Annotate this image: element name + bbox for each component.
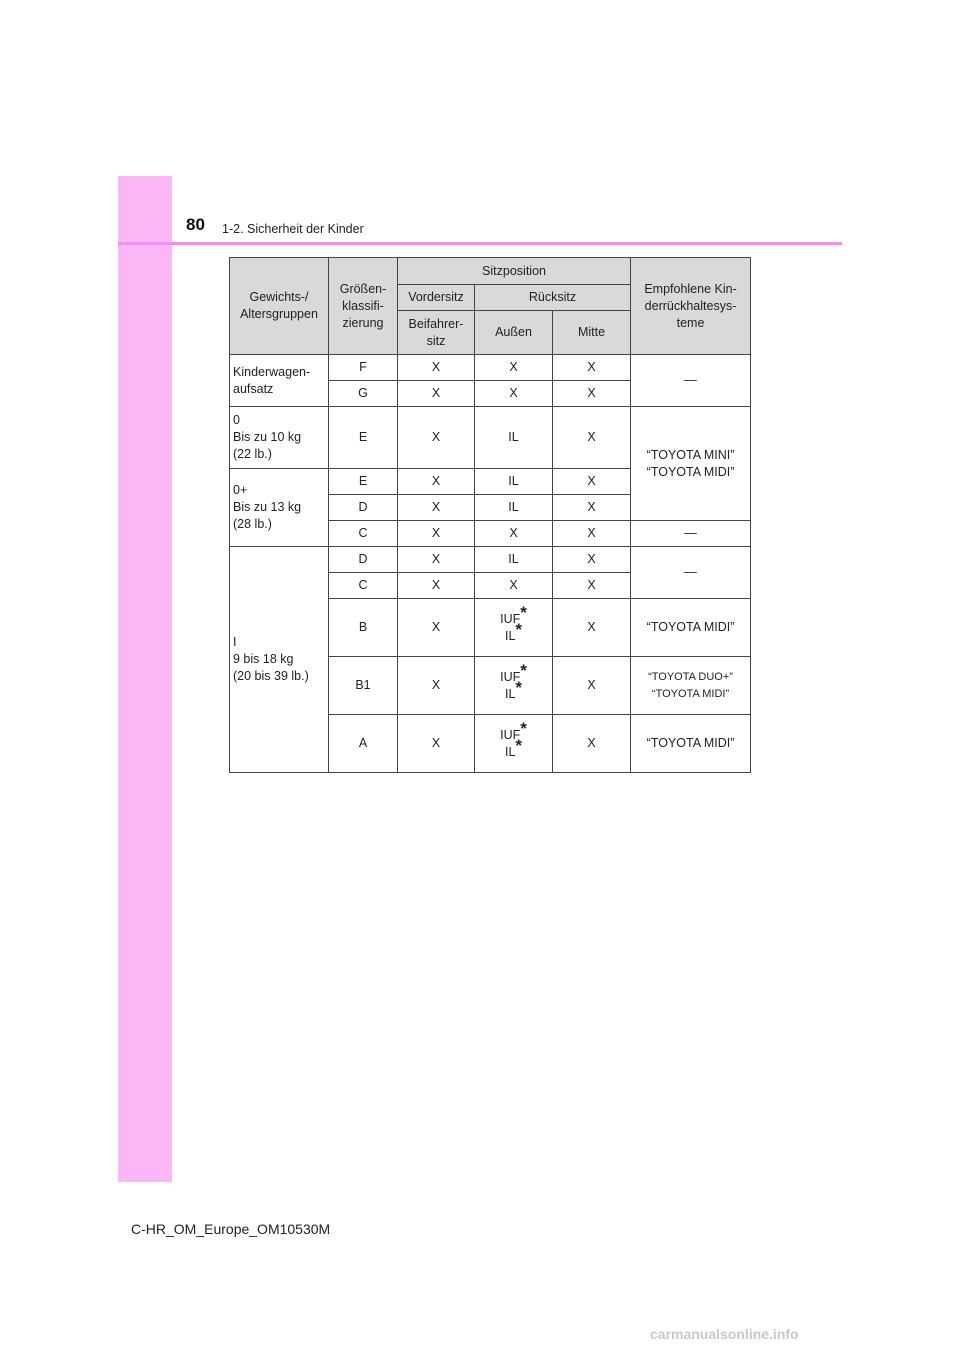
header-rule [118, 242, 842, 245]
table-cell: X [398, 657, 475, 715]
table-cell: X [553, 521, 631, 547]
il-label: IL [504, 686, 516, 701]
table-cell: X [398, 547, 475, 573]
asterisk-mark: * [515, 735, 523, 755]
header-outer: Außen [475, 311, 553, 355]
section-title: 1-2. Sicherheit der Kinder [222, 222, 364, 236]
table-cell: X [553, 599, 631, 657]
header-passenger: Beifahrer- sitz [398, 311, 475, 355]
iuf-label: IUF [500, 611, 521, 626]
table-cell: D [329, 547, 398, 573]
table-cell: X [398, 715, 475, 773]
recommendation-cell: — [631, 521, 751, 547]
asterisk-mark: * [520, 718, 527, 738]
group-weight: 9 bis 18 kg [233, 652, 294, 666]
group-label: 0 [233, 413, 240, 427]
footer-doc-code: C-HR_OM_Europe_OM10530M [131, 1221, 331, 1237]
table-cell: X [398, 381, 475, 407]
group-weight-lb: (22 lb.) [233, 447, 272, 461]
page-number: 80 [186, 215, 205, 234]
recommendation-duo: “TOYOTA DUO+” [648, 670, 733, 683]
header-size: Größen- klassifi- zierung [329, 258, 398, 355]
table-cell: A [329, 715, 398, 773]
asterisk-mark: * [520, 660, 527, 680]
table-cell: F [329, 355, 398, 381]
table-cell [475, 715, 553, 773]
table-cell: X [553, 547, 631, 573]
table-cell: X [398, 495, 475, 521]
table-cell: X [398, 407, 475, 469]
table-row [230, 547, 751, 573]
asterisk-mark: * [520, 602, 527, 622]
group-cell: Kinderwagen- aufsatz [230, 355, 329, 407]
table-row [230, 355, 751, 381]
table-cell: B1 [329, 657, 398, 715]
table-cell: X [553, 469, 631, 495]
header-recommended: Empfohlene Kin- derrückhaltesys- teme [631, 258, 751, 355]
asterisk-mark: * [515, 677, 523, 697]
recommendation-cell: — [631, 355, 751, 407]
table-cell [475, 599, 553, 657]
recommendation-mini: “TOYOTA MINI” [646, 447, 735, 462]
header-rear: Rücksitz [475, 285, 631, 311]
recommendation-cell [631, 407, 751, 521]
group-label: 0+ [233, 483, 248, 497]
table-cell: X [398, 469, 475, 495]
table-cell: C [329, 521, 398, 547]
table-cell: X [398, 521, 475, 547]
header-position: Sitzposition [398, 258, 631, 285]
recommendation-cell: — [631, 547, 751, 599]
table-cell: IL [475, 407, 553, 469]
group-weight-lb: (28 lb.) [233, 517, 272, 531]
table-cell: X [553, 495, 631, 521]
header-middle: Mitte [553, 311, 631, 355]
table-cell: X [553, 573, 631, 599]
group-label: I [233, 635, 237, 649]
table-cell: IL [475, 469, 553, 495]
table-cell: IL [475, 495, 553, 521]
table-cell: X [553, 657, 631, 715]
table-cell: X [475, 381, 553, 407]
recommendation-cell [631, 657, 751, 715]
table-cell: X [398, 573, 475, 599]
table-cell: E [329, 469, 398, 495]
group-cell [230, 469, 329, 547]
table-cell: D [329, 495, 398, 521]
group-weight: Bis zu 13 kg [233, 500, 302, 514]
table-cell: X [398, 599, 475, 657]
table-cell: B [329, 599, 398, 657]
child-seat-table [229, 257, 751, 773]
recommendation-midi: “TOYOTA MIDI” [651, 687, 730, 700]
sidebar-tab [118, 176, 172, 1182]
table-cell: C [329, 573, 398, 599]
table-row [230, 407, 751, 469]
asterisk-mark: * [515, 619, 523, 639]
table-cell: X [553, 715, 631, 773]
table-cell: X [553, 381, 631, 407]
group-cell [230, 547, 329, 773]
iuf-label: IUF [500, 727, 521, 742]
il-label: IL [504, 744, 516, 759]
recommendation-cell: “TOYOTA MIDI” [631, 599, 751, 657]
table-cell: X [553, 407, 631, 469]
table-cell: X [475, 573, 553, 599]
table-cell: X [398, 355, 475, 381]
watermark: carmanualsonline.info [650, 1326, 799, 1342]
table-cell [475, 657, 553, 715]
table-cell: E [329, 407, 398, 469]
header-front: Vordersitz [398, 285, 475, 311]
group-weight-lb: (20 bis 39 lb.) [233, 669, 309, 683]
header-group: Gewichts-/ Altersgruppen [230, 258, 329, 355]
table-cell: X [553, 355, 631, 381]
recommendation-midi: “TOYOTA MIDI” [646, 464, 735, 479]
table-cell: X [475, 521, 553, 547]
group-weight: Bis zu 10 kg [233, 430, 302, 444]
il-label: IL [504, 628, 516, 643]
table-cell: G [329, 381, 398, 407]
recommendation-cell: “TOYOTA MIDI” [631, 715, 751, 773]
iuf-label: IUF [500, 669, 521, 684]
group-cell [230, 407, 329, 469]
table-cell: IL [475, 547, 553, 573]
table-cell: X [475, 355, 553, 381]
